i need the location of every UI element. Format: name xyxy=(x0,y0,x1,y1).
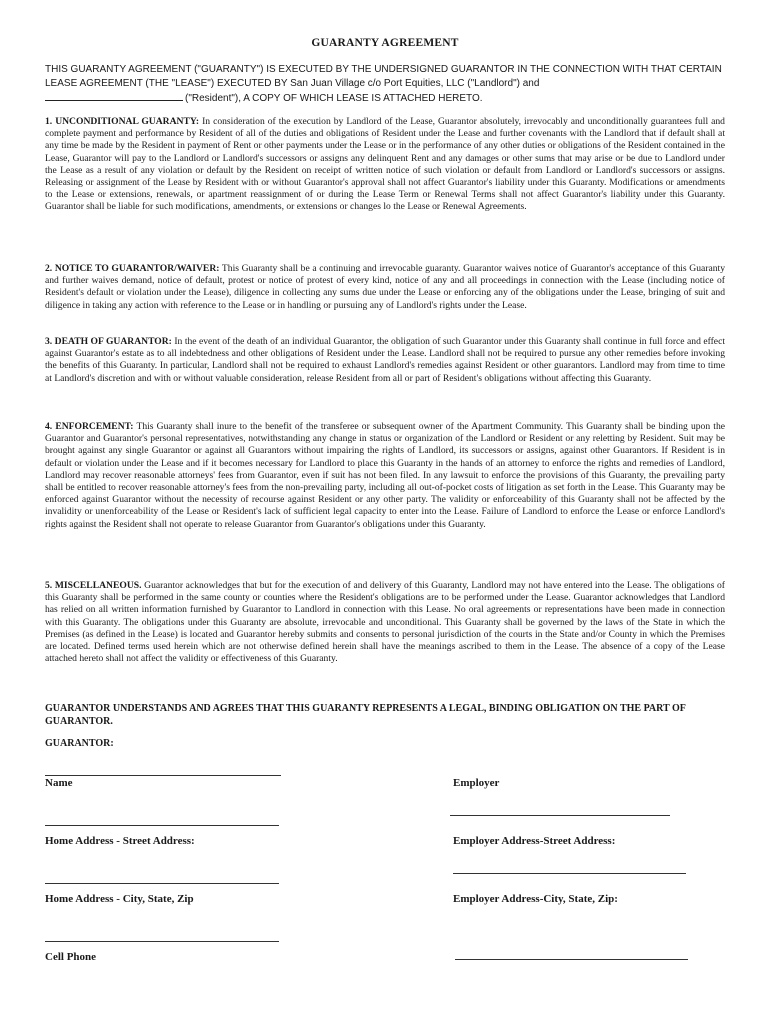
section-miscellaneous xyxy=(45,580,725,665)
resident-name-blank[interactable] xyxy=(45,90,183,101)
section-body: This Guaranty shall inure to the benefit of the transferee or subsequent owner of the Apartment Community. This Guaranty shall be binding upon the Guarantor and Guarantor's personal representatives, notwithstanding any change in status or organization of the Landlord or Resident or any reletting by Resident. Suit may be brought against any single Guarantor or against all Guarantors without impairing the rights of Landlord, its successors or assigns, against other Guarantors. If Resident is in default or violation under the Lease and if it becomes necessary for Landlord to place this Guaranty in the hands of an attorney to enforce the rights and remedies of Landlord, Landlord may recover reasonable attorneys' fees from Guarantor, even if suit has not been filed. In any lawsuit to enforce the provisions of this Guaranty, the prevailing party shall be entitled to recover reasonable attorney's fees from the non-prevailing party, including all out-of-pocket costs of litigation as set forth in the Lease. This Guaranty may be enforced against Guarantor without the necessity of recourse against Resident or any other party. The validity or enforceability of this Guaranty shall not be affected by the invalidity or unenforceability of the Lease or Resident's lack of sufficient legal capacity to enter into the Lease. Failure of Landlord to enforce the Lease or enforce Landlord's rights against the Resident shall not operate to release Guarantor from Guarantor's obligations under this Guaranty. xyxy=(45,421,725,530)
section-enforcement xyxy=(45,421,725,531)
acknowledgement-notice: GUARANTOR UNDERSTANDS AND AGREES THAT THIS GUARANTY REPRESENTS A LEGAL, BINDING OBLIGATION ON THE PART OF GUARANTOR. xyxy=(45,703,686,727)
section-death-of-guarantor xyxy=(45,336,725,385)
intro-end-text: ("Resident"), A COPY OF WHICH LEASE IS ATTACHED HERETO. xyxy=(185,93,483,105)
name-line[interactable] xyxy=(45,775,281,776)
section-notice-to-guarantor xyxy=(45,263,725,312)
employer-street-label: Employer Address-Street Address: xyxy=(453,835,616,847)
section-heading: 2. NOTICE TO GUARANTOR/WAIVER: xyxy=(45,263,220,274)
section-body: This Guaranty shall be a continuing and irrevocable guaranty. Guarantor waives notice of Guarantor's acceptance of this Guaranty and further waives demand, notice of default, protest or notice of protest of every kind, notice of any and all proceedings in connection with the Lease (including notice of Resident's default or violation under the Lease), diligence in collecting any sums due under the Lease or enforcing any of the obligations under the Lease, bringing of suit and diligence in taking any action with reference to the Lease or in handling or pursuing any of Landlord's rights under the Lease. xyxy=(45,263,725,311)
employer-city-line[interactable] xyxy=(455,959,688,960)
name-label: Name xyxy=(45,777,73,789)
home-street-label: Home Address - Street Address: xyxy=(45,835,195,847)
home-street-line[interactable] xyxy=(45,825,279,826)
section-heading: 3. DEATH OF GUARANTOR: xyxy=(45,336,172,347)
employer-label: Employer xyxy=(453,777,500,789)
guarantor-label: GUARANTOR: xyxy=(45,738,114,749)
section-unconditional-guaranty xyxy=(45,116,725,214)
section-heading: 1. UNCONDITIONAL GUARANTY: xyxy=(45,116,200,127)
cell-phone-line[interactable] xyxy=(45,941,279,942)
document-title: GUARANTY AGREEMENT xyxy=(311,37,459,49)
cell-phone-label: Cell Phone xyxy=(45,951,97,963)
employer-line[interactable] xyxy=(450,815,670,816)
home-city-line[interactable] xyxy=(45,883,279,884)
section-heading: 5. MISCELLANEOUS. xyxy=(45,580,142,591)
intro-text: THIS GUARANTY AGREEMENT ("GUARANTY") IS EXECUTED BY THE UNDERSIGNED GUARANTOR IN THE CONNECTION WITH THAT CERTAIN LEASE AGREEMENT (THE "LEASE") EXECUTED BY San Juan Village c/o Port Equities, LLC ("Landlord") and xyxy=(45,64,722,89)
section-body: In the event of the death of an individual Guarantor, the obligation of such Guarantor under this Guaranty shall continue in full force and effect against Guarantor's estate as to all indebtedness and other obligations of Resident under the Lease. Landlord shall not be required to pursue any other remedies before invoking the benefits of this Guaranty. In particular, Landlord shall not be required to exhaust Landlord's remedies against Resident or other guarantors. Landlord may from time to time at Landlord's discretion and with or without valuable consideration, release Resident from all or part of Resident's obligations without affecting this Guaranty. xyxy=(45,336,725,384)
employer-street-line[interactable] xyxy=(453,873,686,874)
section-body: Guarantor acknowledges that but for the execution of and delivery of this Guaranty, Landlord may not have entered into the Lease. The obligations of this Guaranty shall be performed in the same county or counties where the Resident's obligations are to be performed under the Lease. Guarantor acknowledges that Landlord has relied on all written information furnished by Guarantor to Landlord in connection with this Lease. No oral agreements or representations have been made in connection with this Guaranty. The obligations under this Guaranty are absolute, irrevocable and unconditional. This Guaranty shall be governed by the laws of the State in which the Premises (as defined in the Lease) is located and Guarantor hereby submits and consents to personal jurisdiction of the courts in the State and/or County in which the Premises are located. Defined terms used herein which are not otherwise defined herein shall have the meanings ascribed to them in the Lease. The absence of a copy of the Lease attached hereto shall not affect the validity or effectiveness of this Guaranty. xyxy=(45,580,725,665)
section-heading: 4. ENFORCEMENT: xyxy=(45,421,134,432)
section-body: In consideration of the execution by Landlord of the Lease, Guarantor absolutely, irrevocably and unconditionally guarantees full and complete payment and performance by Resident of all of the duties and obligations of Resident under the Lease and further covenants with the Landlord that if default shall at any time be made by the Resident in payment of Rent or other payments under the Lease or in the performance of any other duties or obligations of the Resident contained in the Lease, Guarantor will pay to the Landlord or Landlord's successors or assigns any delinquent Rent and any damages or other sums that may arise or be due to Landlord under the Lease as a result of any violation or default by the Resident on receipt of written notice of such violation or default from Landlord or Landlord's successors or assigns. Releasing or assignment of the Lease by Resident with or without Guarantor's approval shall not affect Guarantor's liability under this Guaranty. Modifications or amendments to the Lease or extensions, renewals, or apartment reassignment of or during the Lease Term or Renewal Terms shall not affect Guarantor's liability under this Guaranty. Guarantor shall be liable for such modifications, amendments, or extensions or changes lo the Lease or Renewal Agreements. xyxy=(45,116,725,213)
home-city-label: Home Address - City, State, Zip xyxy=(45,893,194,905)
employer-city-label: Employer Address-City, State, Zip: xyxy=(453,893,618,905)
intro-paragraph xyxy=(45,63,735,106)
